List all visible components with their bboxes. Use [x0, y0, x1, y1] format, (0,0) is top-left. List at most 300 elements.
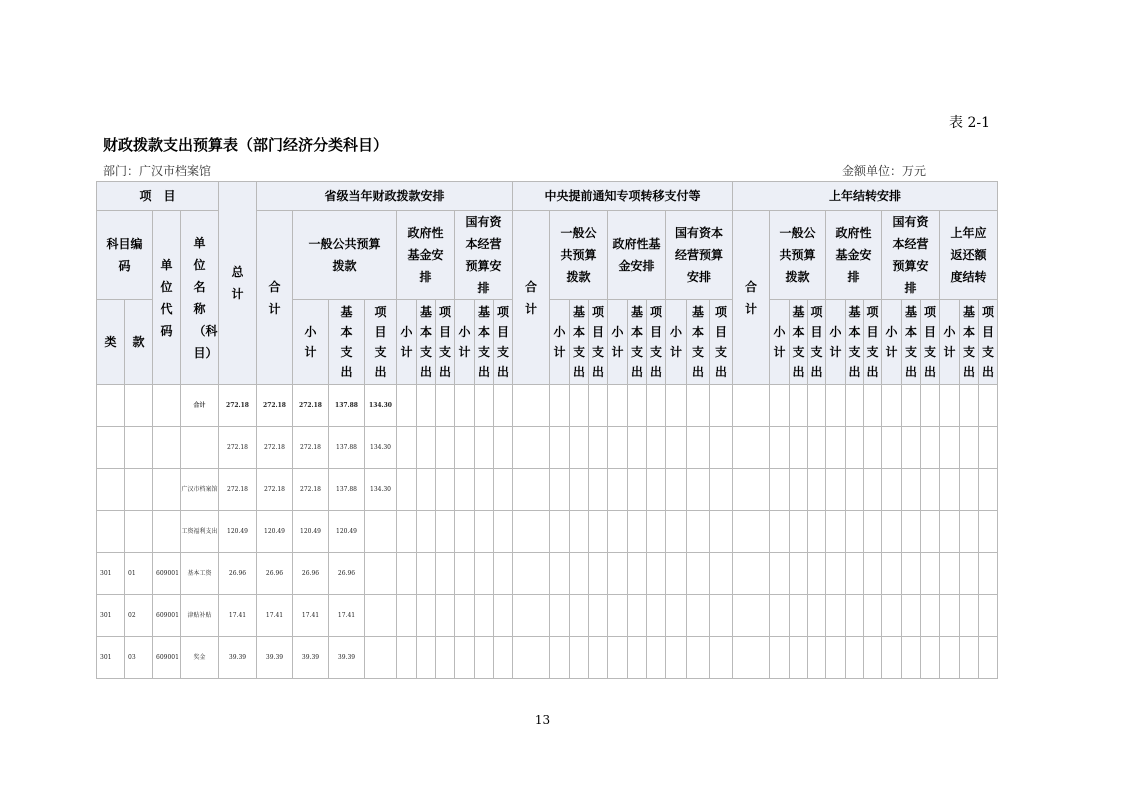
cell-empty	[770, 469, 790, 511]
cell-empty	[436, 511, 455, 553]
cell-unit-name: 广汉市档案馆	[181, 469, 219, 511]
header-project: 项目支出	[979, 300, 998, 385]
cell-basic: 26.96	[329, 553, 365, 595]
header-total: 总计	[219, 182, 257, 385]
header-basic: 基本支出	[846, 300, 864, 385]
cell-unit-code	[153, 385, 181, 427]
cell-empty	[417, 553, 436, 595]
cell-empty	[921, 385, 940, 427]
cell-empty	[960, 511, 979, 553]
cell-empty	[628, 385, 647, 427]
cell-empty	[647, 511, 666, 553]
cell-empty	[687, 469, 710, 511]
header-basic: 基本支出	[960, 300, 979, 385]
cell-kuan: 03	[125, 637, 153, 679]
cell-empty	[570, 427, 589, 469]
cell-project	[365, 553, 397, 595]
header-subtotal: 小计	[293, 300, 329, 385]
cell-empty	[940, 385, 960, 427]
cell-empty	[902, 469, 921, 511]
cell-empty	[628, 637, 647, 679]
header-subtotal: 小计	[826, 300, 846, 385]
cell-empty	[770, 553, 790, 595]
cell-empty	[826, 385, 846, 427]
cell-empty	[808, 595, 826, 637]
cell-empty	[733, 553, 770, 595]
table-row	[97, 553, 998, 595]
cell-empty	[608, 637, 628, 679]
cell-empty	[940, 427, 960, 469]
cell-empty	[436, 385, 455, 427]
cell-project	[365, 637, 397, 679]
cell-subtotal: 272.18	[293, 427, 329, 469]
header-basic: 基本支出	[687, 300, 710, 385]
cell-subtotal: 26.96	[293, 553, 329, 595]
cell-empty	[647, 637, 666, 679]
cell-empty	[864, 511, 882, 553]
cell-empty	[628, 595, 647, 637]
cell-empty	[589, 637, 608, 679]
cell-empty	[513, 469, 550, 511]
cell-empty	[846, 385, 864, 427]
cell-empty	[864, 427, 882, 469]
header-gov-fund-central: 政府性基金安排	[608, 211, 666, 300]
cell-empty	[513, 595, 550, 637]
cell-empty	[979, 427, 998, 469]
cell-empty	[570, 385, 589, 427]
cell-empty	[733, 469, 770, 511]
header-row-1	[97, 182, 998, 211]
table-row	[97, 427, 998, 469]
cell-empty	[921, 637, 940, 679]
cell-unit-code: 609001	[153, 637, 181, 679]
cell-empty	[826, 427, 846, 469]
cell-empty	[666, 469, 687, 511]
cell-empty	[455, 469, 475, 511]
cell-empty	[790, 595, 808, 637]
cell-empty	[733, 385, 770, 427]
table-row	[97, 469, 998, 511]
cell-empty	[608, 511, 628, 553]
header-state-capital-central: 国有资本经营预算安排	[666, 211, 733, 300]
cell-lei: 301	[97, 637, 125, 679]
cell-empty	[960, 637, 979, 679]
cell-empty	[570, 637, 589, 679]
cell-empty	[647, 385, 666, 427]
header-heji-province: 合计	[257, 211, 293, 385]
cell-empty	[550, 637, 570, 679]
header-subtotal: 小计	[608, 300, 628, 385]
cell-empty	[710, 427, 733, 469]
cell-empty	[770, 385, 790, 427]
cell-empty	[864, 385, 882, 427]
cell-unit-name: 基本工资	[181, 553, 219, 595]
page-title: 财政拨款支出预算表（部门经济分类科目）	[103, 136, 389, 154]
page-number: 13	[534, 713, 551, 727]
cell-basic: 137.88	[329, 385, 365, 427]
cell-empty	[666, 511, 687, 553]
cell-empty	[687, 553, 710, 595]
header-unit-name: 单位名称（科目）	[181, 211, 219, 385]
cell-empty	[666, 385, 687, 427]
cell-empty	[940, 595, 960, 637]
cell-heji: 272.18	[257, 385, 293, 427]
cell-empty	[628, 427, 647, 469]
cell-empty	[417, 385, 436, 427]
cell-empty	[826, 553, 846, 595]
cell-empty	[882, 637, 902, 679]
cell-empty	[710, 469, 733, 511]
header-project: 项目支出	[365, 300, 397, 385]
cell-empty	[570, 511, 589, 553]
cell-empty	[846, 511, 864, 553]
cell-total: 272.18	[219, 427, 257, 469]
header-xiangmu: 项 目	[97, 182, 219, 211]
cell-unit-name: 合计	[181, 385, 219, 427]
cell-empty	[864, 469, 882, 511]
cell-subtotal: 272.18	[293, 469, 329, 511]
cell-empty	[455, 637, 475, 679]
cell-empty	[494, 427, 513, 469]
cell-empty	[570, 595, 589, 637]
header-project: 项目支出	[647, 300, 666, 385]
cell-empty	[770, 595, 790, 637]
cell-empty	[397, 637, 417, 679]
cell-basic: 120.49	[329, 511, 365, 553]
cell-empty	[733, 637, 770, 679]
cell-empty	[808, 385, 826, 427]
cell-empty	[475, 553, 494, 595]
cell-empty	[902, 427, 921, 469]
cell-empty	[494, 595, 513, 637]
cell-lei	[97, 469, 125, 511]
cell-empty	[882, 595, 902, 637]
cell-empty	[550, 427, 570, 469]
header-kuan: 款	[125, 300, 153, 385]
cell-empty	[979, 595, 998, 637]
header-subtotal: 小计	[550, 300, 570, 385]
cell-empty	[864, 637, 882, 679]
header-state-capital-carryover: 国有资本经营预算安排	[882, 211, 940, 300]
cell-empty	[513, 385, 550, 427]
cell-empty	[979, 385, 998, 427]
cell-empty	[397, 427, 417, 469]
cell-empty	[589, 385, 608, 427]
cell-unit-code	[153, 427, 181, 469]
cell-empty	[666, 427, 687, 469]
cell-project	[365, 511, 397, 553]
cell-empty	[902, 511, 921, 553]
cell-kuan	[125, 427, 153, 469]
cell-heji: 120.49	[257, 511, 293, 553]
cell-empty	[608, 427, 628, 469]
cell-kuan: 02	[125, 595, 153, 637]
cell-empty	[902, 637, 921, 679]
cell-empty	[940, 553, 960, 595]
cell-empty	[608, 385, 628, 427]
cell-empty	[550, 553, 570, 595]
budget-table	[96, 181, 998, 679]
header-project: 项目支出	[436, 300, 455, 385]
cell-empty	[770, 511, 790, 553]
cell-basic: 17.41	[329, 595, 365, 637]
header-subtotal: 小计	[882, 300, 902, 385]
cell-empty	[921, 511, 940, 553]
cell-total: 120.49	[219, 511, 257, 553]
cell-empty	[710, 553, 733, 595]
header-project: 项目支出	[808, 300, 826, 385]
cell-empty	[733, 511, 770, 553]
cell-empty	[733, 595, 770, 637]
cell-empty	[902, 553, 921, 595]
cell-empty	[417, 427, 436, 469]
cell-empty	[513, 511, 550, 553]
table-row	[97, 637, 998, 679]
cell-empty	[666, 637, 687, 679]
cell-empty	[940, 511, 960, 553]
cell-empty	[475, 469, 494, 511]
cell-empty	[921, 427, 940, 469]
cell-empty	[733, 427, 770, 469]
cell-empty	[960, 385, 979, 427]
cell-empty	[960, 469, 979, 511]
cell-empty	[570, 469, 589, 511]
cell-empty	[628, 553, 647, 595]
header-project: 项目支出	[710, 300, 733, 385]
cell-unit-code: 609001	[153, 595, 181, 637]
table-body	[97, 385, 998, 679]
cell-empty	[647, 469, 666, 511]
cell-total: 17.41	[219, 595, 257, 637]
cell-empty	[455, 427, 475, 469]
cell-empty	[494, 553, 513, 595]
cell-empty	[808, 637, 826, 679]
cell-empty	[846, 595, 864, 637]
cell-empty	[979, 637, 998, 679]
cell-empty	[808, 427, 826, 469]
cell-empty	[436, 469, 455, 511]
cell-basic: 137.88	[329, 427, 365, 469]
header-subtotal: 小计	[940, 300, 960, 385]
cell-empty	[826, 637, 846, 679]
cell-total: 26.96	[219, 553, 257, 595]
cell-empty	[979, 511, 998, 553]
cell-empty	[589, 553, 608, 595]
header-general-budget-province: 一般公共预算拨款	[293, 211, 397, 300]
cell-unit-code	[153, 469, 181, 511]
cell-empty	[710, 595, 733, 637]
cell-empty	[475, 511, 494, 553]
cell-kuan: 01	[125, 553, 153, 595]
header-basic: 基本支出	[790, 300, 808, 385]
cell-unit-name: 津贴补贴	[181, 595, 219, 637]
cell-lei: 301	[97, 553, 125, 595]
cell-empty	[687, 427, 710, 469]
cell-empty	[882, 385, 902, 427]
cell-empty	[960, 427, 979, 469]
cell-empty	[864, 553, 882, 595]
cell-subtotal: 272.18	[293, 385, 329, 427]
cell-empty	[902, 385, 921, 427]
header-basic: 基本支出	[902, 300, 921, 385]
cell-subtotal: 17.41	[293, 595, 329, 637]
cell-empty	[882, 469, 902, 511]
cell-empty	[475, 595, 494, 637]
cell-empty	[790, 427, 808, 469]
header-basic: 基本支出	[628, 300, 647, 385]
cell-empty	[666, 595, 687, 637]
header-heji-central: 合计	[513, 211, 550, 385]
cell-empty	[436, 637, 455, 679]
cell-empty	[494, 637, 513, 679]
cell-empty	[589, 511, 608, 553]
cell-basic: 39.39	[329, 637, 365, 679]
cell-heji: 26.96	[257, 553, 293, 595]
cell-empty	[710, 637, 733, 679]
cell-heji: 39.39	[257, 637, 293, 679]
cell-empty	[770, 427, 790, 469]
header-project: 项目支出	[494, 300, 513, 385]
header-subtotal: 小计	[666, 300, 687, 385]
cell-empty	[790, 637, 808, 679]
header-lei: 类	[97, 300, 125, 385]
cell-empty	[475, 427, 494, 469]
cell-empty	[417, 511, 436, 553]
header-basic: 基本支出	[329, 300, 365, 385]
cell-empty	[397, 595, 417, 637]
cell-heji: 272.18	[257, 427, 293, 469]
cell-empty	[846, 637, 864, 679]
cell-empty	[710, 385, 733, 427]
cell-lei	[97, 427, 125, 469]
header-unit-code: 单位代码	[153, 211, 181, 385]
cell-empty	[628, 469, 647, 511]
cell-empty	[589, 469, 608, 511]
table-row	[97, 385, 998, 427]
cell-empty	[882, 553, 902, 595]
cell-empty	[921, 553, 940, 595]
cell-empty	[826, 469, 846, 511]
cell-empty	[808, 469, 826, 511]
header-project: 项目支出	[589, 300, 608, 385]
header-general-budget-carryover: 一般公共预算拨款	[770, 211, 826, 300]
table-row	[97, 595, 998, 637]
cell-empty	[826, 595, 846, 637]
header-state-capital-province: 国有资本经营预算安排	[455, 211, 513, 300]
cell-empty	[397, 511, 417, 553]
amount-unit-label: 金额单位：万元	[841, 164, 926, 178]
cell-kuan	[125, 511, 153, 553]
cell-kuan	[125, 469, 153, 511]
cell-lei	[97, 385, 125, 427]
header-subtotal: 小计	[397, 300, 417, 385]
cell-unit-name	[181, 427, 219, 469]
cell-empty	[826, 511, 846, 553]
cell-project: 134.30	[365, 469, 397, 511]
cell-empty	[940, 469, 960, 511]
cell-empty	[882, 427, 902, 469]
cell-empty	[902, 595, 921, 637]
header-basic: 基本支出	[475, 300, 494, 385]
cell-empty	[550, 511, 570, 553]
cell-empty	[513, 427, 550, 469]
cell-unit-name: 工资福利支出	[181, 511, 219, 553]
cell-kuan	[125, 385, 153, 427]
cell-empty	[882, 511, 902, 553]
header-basic: 基本支出	[570, 300, 589, 385]
cell-empty	[790, 553, 808, 595]
cell-empty	[513, 637, 550, 679]
cell-empty	[608, 595, 628, 637]
cell-total: 39.39	[219, 637, 257, 679]
header-repay-carryover: 上年应返还额度结转	[940, 211, 998, 300]
cell-empty	[687, 637, 710, 679]
cell-empty	[608, 469, 628, 511]
header-gov-fund-province: 政府性基金安排	[397, 211, 455, 300]
cell-empty	[687, 595, 710, 637]
header-project: 项目支出	[864, 300, 882, 385]
cell-empty	[790, 385, 808, 427]
cell-empty	[494, 511, 513, 553]
cell-empty	[647, 427, 666, 469]
cell-empty	[790, 469, 808, 511]
cell-empty	[921, 595, 940, 637]
cell-project	[365, 595, 397, 637]
cell-empty	[570, 553, 589, 595]
cell-empty	[960, 595, 979, 637]
cell-empty	[921, 469, 940, 511]
cell-empty	[687, 511, 710, 553]
header-general-budget-central: 一般公共预算拨款	[550, 211, 608, 300]
cell-heji: 272.18	[257, 469, 293, 511]
table-row	[97, 511, 998, 553]
header-gov-fund-carryover: 政府性基金安排	[826, 211, 882, 300]
cell-subtotal: 120.49	[293, 511, 329, 553]
cell-empty	[397, 553, 417, 595]
cell-empty	[687, 385, 710, 427]
header-group-province: 省级当年财政拨款安排	[257, 182, 513, 211]
cell-empty	[550, 385, 570, 427]
cell-empty	[397, 385, 417, 427]
cell-empty	[628, 511, 647, 553]
cell-empty	[940, 637, 960, 679]
cell-empty	[864, 595, 882, 637]
cell-subtotal: 39.39	[293, 637, 329, 679]
cell-total: 272.18	[219, 469, 257, 511]
cell-empty	[846, 427, 864, 469]
cell-empty	[397, 469, 417, 511]
cell-empty	[979, 469, 998, 511]
cell-project: 134.30	[365, 385, 397, 427]
department-label: 部门：广汉市档案馆	[103, 164, 212, 178]
cell-empty	[455, 385, 475, 427]
cell-empty	[979, 553, 998, 595]
header-project: 项目支出	[921, 300, 940, 385]
cell-empty	[710, 511, 733, 553]
cell-empty	[417, 469, 436, 511]
cell-empty	[666, 553, 687, 595]
cell-empty	[550, 469, 570, 511]
cell-empty	[846, 553, 864, 595]
header-subtotal: 小计	[770, 300, 790, 385]
header-heji-carryover: 合计	[733, 211, 770, 385]
cell-empty	[647, 595, 666, 637]
cell-total: 272.18	[219, 385, 257, 427]
cell-empty	[589, 427, 608, 469]
cell-empty	[455, 511, 475, 553]
cell-empty	[417, 595, 436, 637]
cell-empty	[846, 469, 864, 511]
